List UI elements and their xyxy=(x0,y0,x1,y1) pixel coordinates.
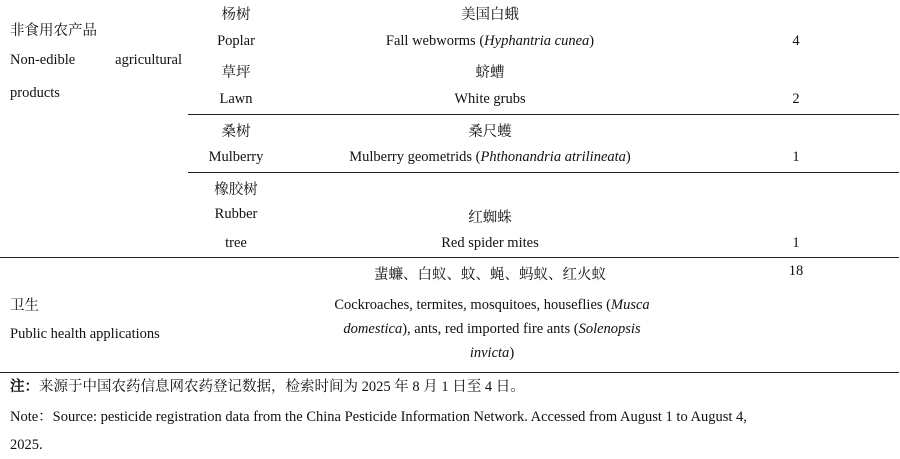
category-label-en-last: products xyxy=(10,85,60,101)
crop-zh: 桑树 xyxy=(221,124,251,140)
pest-en: Red spider mites xyxy=(441,235,539,251)
pest-en-close: ) xyxy=(589,33,595,49)
pest-en xyxy=(295,33,685,50)
pest-zh: 桑尺蠖 xyxy=(468,124,512,140)
pest-zh: 红蜘蛛 xyxy=(468,210,512,226)
crop-en: Poplar xyxy=(217,33,255,49)
public-health-pests-zh: 蜚蠊、白蚁、蚊、蝇、蚂蚁、红火蚁 xyxy=(374,267,606,283)
ph-sci-3: Solenopsis xyxy=(578,321,641,337)
note-zh-label: 注： xyxy=(10,379,39,395)
pest-en: White grubs xyxy=(454,91,526,107)
ph-sci-4: invicta xyxy=(469,345,510,361)
pest-scientific-name: Phthonandria atrilineata xyxy=(480,149,626,165)
count: 2 xyxy=(792,91,800,107)
crop-zh: 橡胶树 xyxy=(214,182,258,198)
count: 1 xyxy=(792,149,800,165)
crop-zh: 杨树 xyxy=(221,7,251,23)
crop-en: Lawn xyxy=(219,91,253,107)
section-divider xyxy=(0,257,899,258)
public-health-label-en: Public health applications xyxy=(10,326,160,342)
pest-en xyxy=(295,149,685,166)
ph-close: ) xyxy=(509,345,515,361)
ph-sci-2: domestica xyxy=(343,321,403,337)
note-zh-text: 来源于中国农药信息网农药登记数据，检索时间为 2025 年 8 月 1 日至 4 日。 xyxy=(39,379,525,395)
pest-en-text: Fall webworms ( xyxy=(385,33,485,49)
pest-scientific-name: Hyphantria cunea xyxy=(484,33,590,49)
pest-en-text: Mulberry geometrids ( xyxy=(349,149,481,165)
note-en: Note：Source: pesticide registration data from the China Pesticide Information Network. Accessed from August 1 to August 4, xyxy=(10,409,747,425)
category-label-en xyxy=(10,52,182,69)
pest-zh: 美国白蛾 xyxy=(461,7,519,23)
category-label-zh: 非食用农产品 xyxy=(10,23,97,39)
ph-sci-1: Musca xyxy=(610,297,650,313)
public-health-label-zh: 卫生 xyxy=(10,298,39,314)
note-zh xyxy=(10,373,890,401)
count: 18 xyxy=(788,263,804,279)
public-health-pests-en xyxy=(292,293,692,365)
ph-text-2: ), ants, red imported fire ants ( xyxy=(402,321,579,337)
category-word-1: Non-edible xyxy=(10,52,76,68)
category-word-2: agricultural xyxy=(115,52,182,68)
count: 4 xyxy=(792,33,800,49)
count: 1 xyxy=(792,235,800,251)
ph-text-1: Cockroaches, termites, mosquitoes, houseflies ( xyxy=(334,297,611,313)
crop-en-1: Rubber xyxy=(214,206,258,222)
note-en-2: 2025. xyxy=(10,437,43,453)
crop-en: Mulberry xyxy=(208,149,264,165)
pest-en-close: ) xyxy=(625,149,631,165)
crop-zh: 草坪 xyxy=(221,65,251,81)
row-divider xyxy=(188,172,899,173)
crop-en-2: tree xyxy=(225,235,247,251)
row-divider xyxy=(188,114,899,115)
pest-zh: 蛴螬 xyxy=(475,65,505,81)
